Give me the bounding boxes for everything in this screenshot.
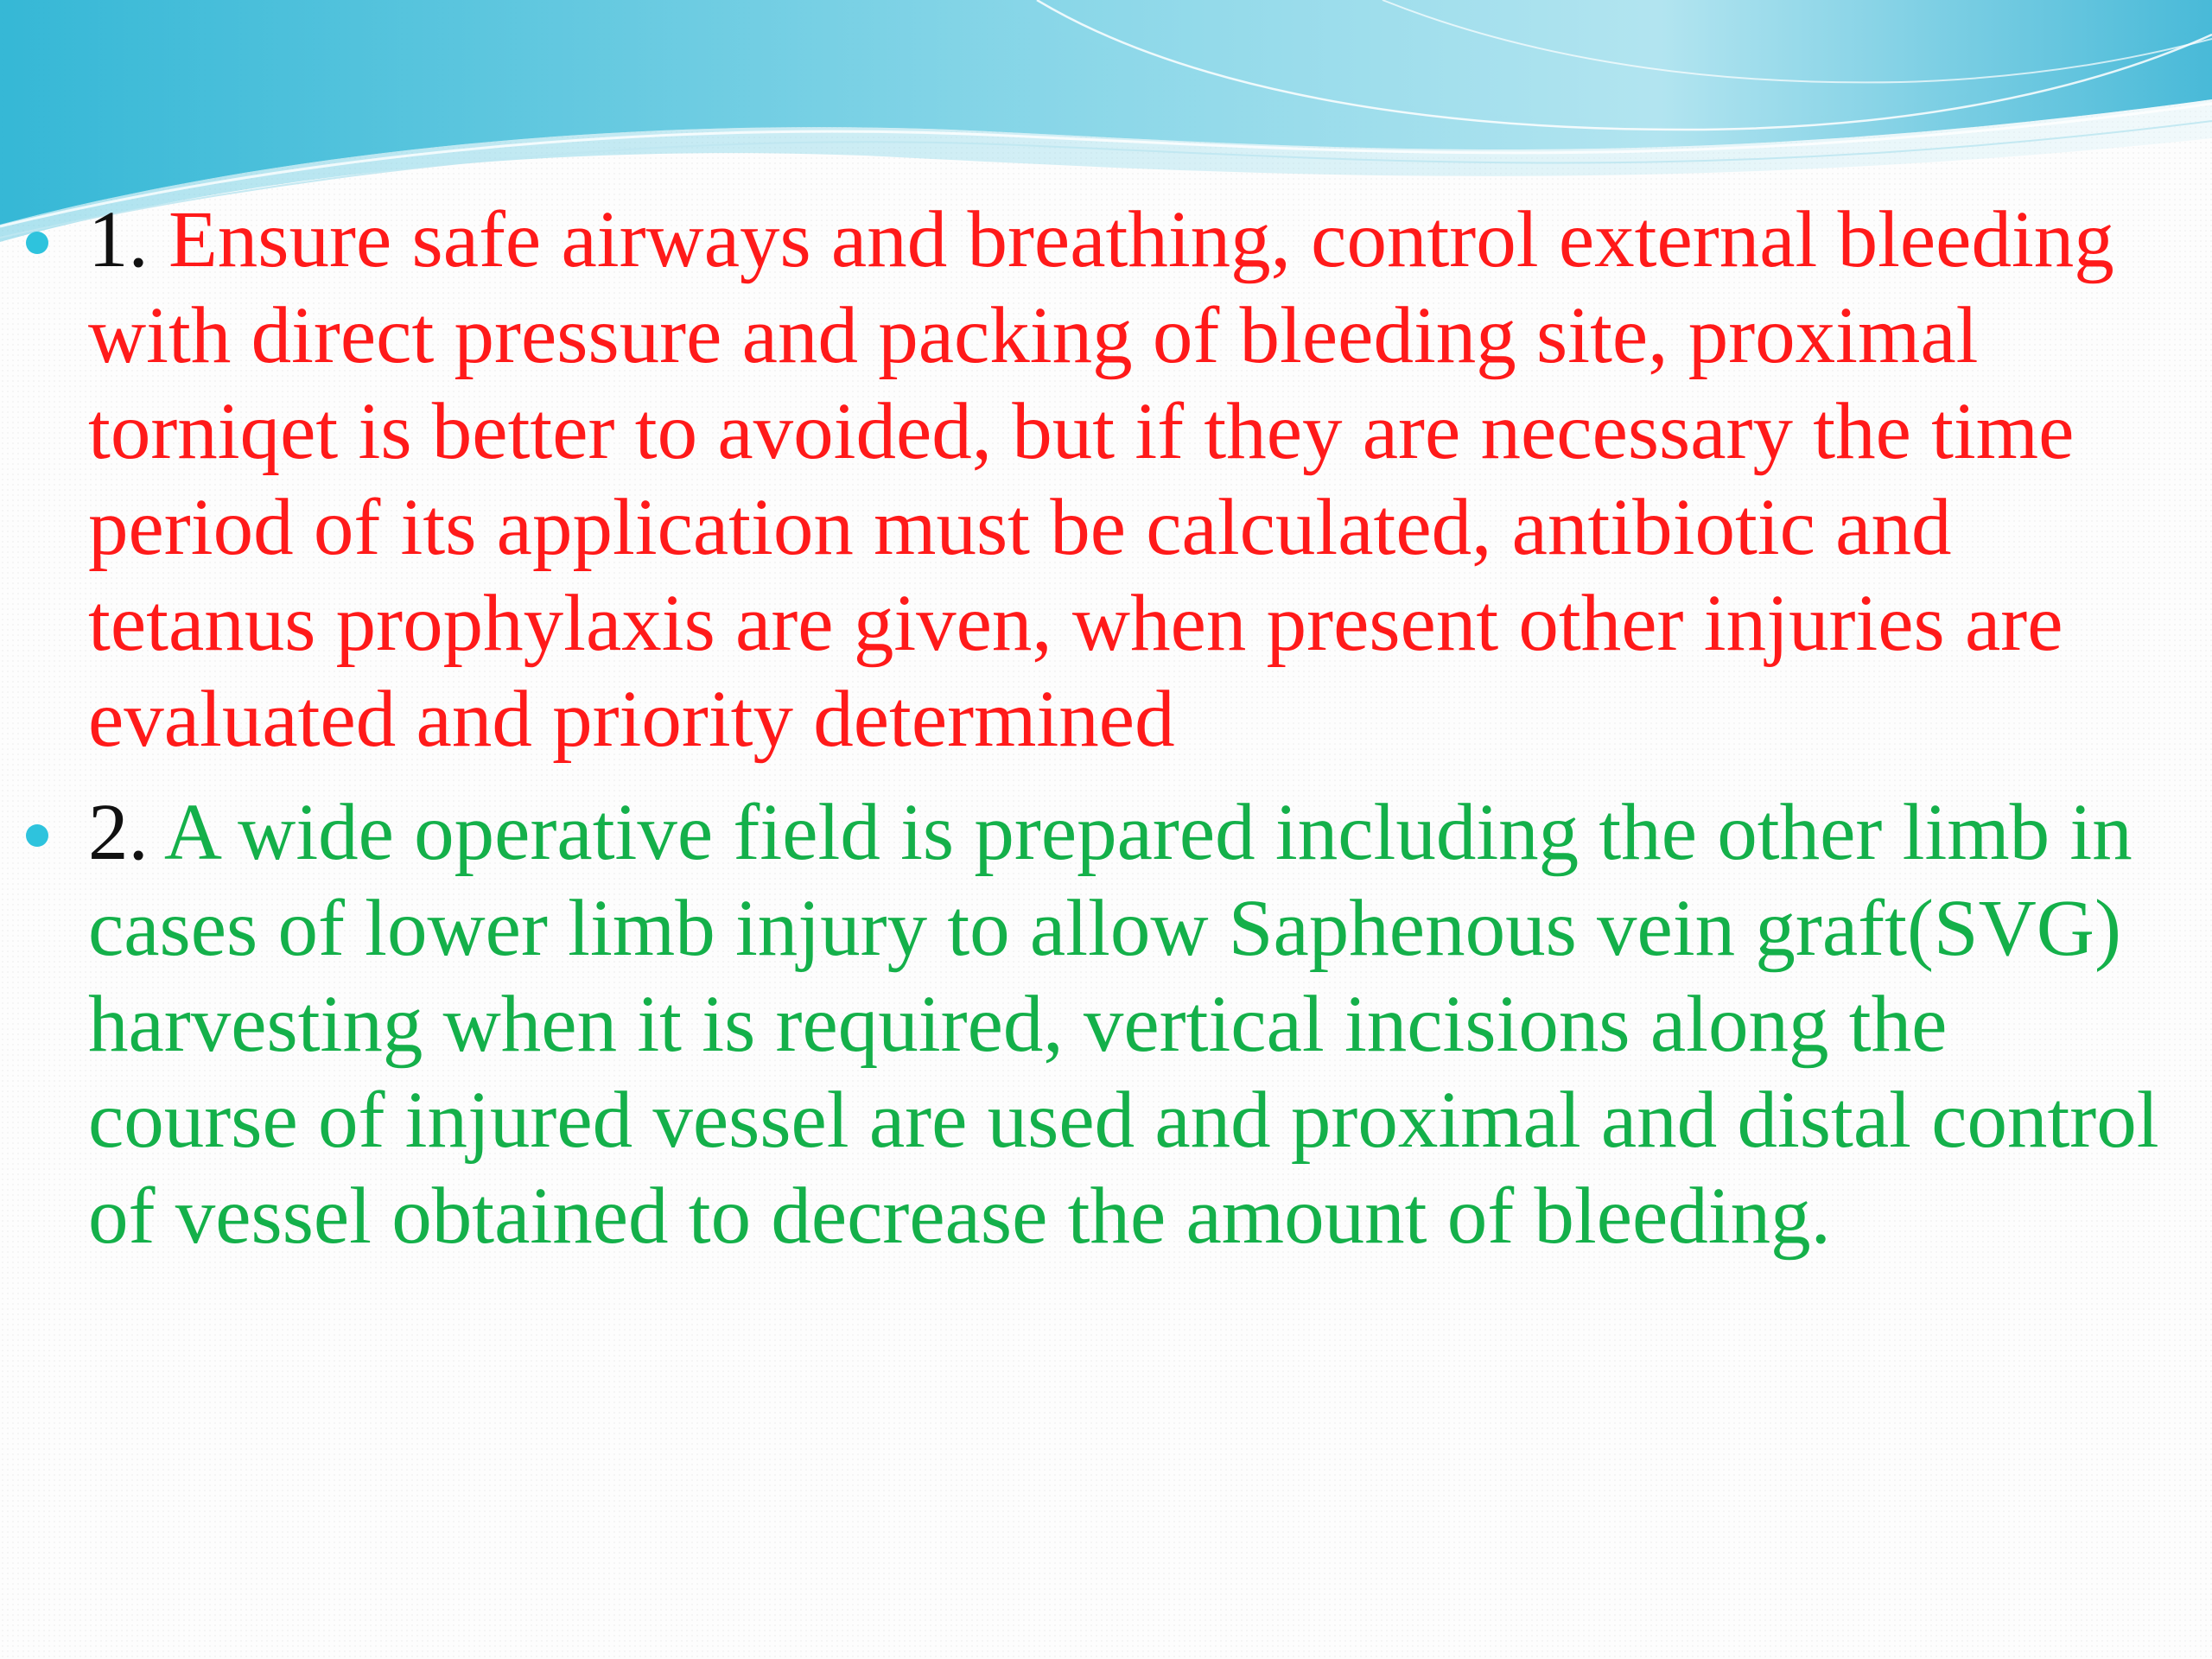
bullet-list (26, 192, 2160, 1281)
list-item (26, 192, 2160, 767)
item-text: Ensure safe airways and breathing, control external bleeding with direct pressure and packing of bleeding site, proximal torniqet is better to avoided, but if they are necessary the time period of its application must be calculated, antibiotic and tetanus prophylaxis are given, when present other injuries are evaluated and priority determined (88, 195, 2114, 764)
bullet-dot-icon (26, 824, 48, 847)
item-number: 1. (88, 195, 168, 284)
bullet-dot-icon (26, 232, 48, 254)
item-number: 2. (88, 788, 164, 877)
list-item (26, 785, 2160, 1264)
item-text: A wide operative field is prepared including the other limb in cases of lower limb injury to allow Saphenous vein graft(SVG) harvesting when it is required, vertical incisions along the course of injured vessel are used and proximal and distal control of vessel obtained to decrease the amount of bleeding. (88, 788, 2159, 1261)
